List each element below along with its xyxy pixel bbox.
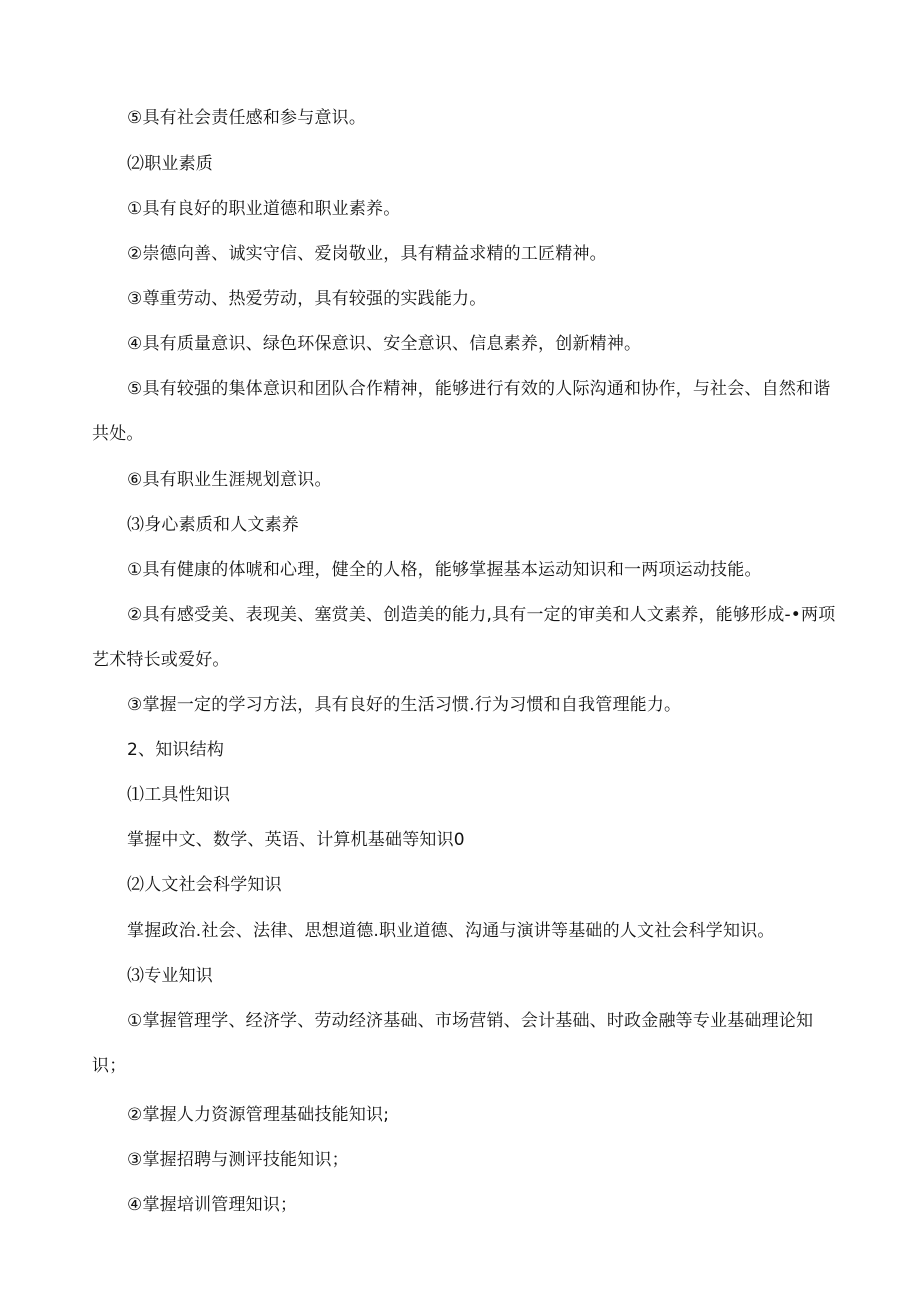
heading-professional-quality: ⑵职业素质 — [127, 154, 213, 174]
paragraph-training-management: ④掌握培训管理知识； — [127, 1195, 298, 1215]
paragraph-ethics: ①具有良好的职业道德和职业素养。 — [127, 199, 401, 219]
heading-professional-knowledge: ⑶专业知识 — [127, 966, 213, 986]
paragraph-teamwork: ⑤具有较强的集体意识和团队合作精神，能够进行有效的人际沟通和协作，与社会、自然和谐 — [127, 379, 831, 399]
paragraph-quality-awareness: ④具有质量意识、绿色环保意识、安全意识、信息素养，创新精神。 — [127, 334, 642, 354]
paragraph-learning-habits: ③掌握一定的学习方法，具有良好的生活习惯.行为习惯和自我管理能力。 — [127, 695, 682, 715]
paragraph-aesthetics: ②具有感受美、表现美、塞赏美、创造美的能力,具有一定的审美和人文素养，能够形成-•两项 — [127, 605, 836, 625]
paragraph-social-responsibility: ⑤具有社会责任感和参与意识。 — [127, 108, 367, 128]
paragraph-instrumental-knowledge: 掌握中文、数学、英语、计算机基础等知识0 — [127, 830, 465, 850]
heading-humanities-knowledge: ⑵人文社会科学知识 — [127, 875, 282, 895]
paragraph-hr-basics: ②掌握人力资源管理基础技能知识; — [127, 1105, 390, 1125]
paragraph-humanities-knowledge: 掌握政治.社会、法律、思想道德.职业道德、沟通与演讲等基础的人文社会科学知识。 — [127, 921, 775, 941]
paragraph-management-theory: ①掌握管理学、经济学、劳动经济基础、市场营销、会计基础、时政金融等专业基础理论知 — [127, 1011, 814, 1031]
heading-physical-mental-quality: ⑶身心素质和人文素养 — [127, 515, 299, 535]
heading-knowledge-structure: 2、知识结构 — [127, 740, 225, 760]
paragraph-management-theory-continued: 识； — [92, 1056, 127, 1076]
heading-instrumental-knowledge: ⑴工具性知识 — [127, 785, 231, 805]
paragraph-aesthetics-continued: 艺术特长或爱好。 — [92, 650, 230, 670]
paragraph-teamwork-continued: 共处。 — [92, 424, 144, 444]
paragraph-craftsman-spirit: ②崇德向善、诚实守信、爱岗敬业，具有精益求精的工匠精神。 — [127, 244, 607, 264]
paragraph-recruitment: ③掌握招聘与测评技能知识； — [127, 1150, 349, 1170]
paragraph-career-planning: ⑥具有职业生涯规划意识。 — [127, 470, 332, 490]
paragraph-health: ①具有健康的体唬和心理，健全的人格，能够掌握基本运动知识和一两项运动技能。 — [127, 560, 762, 580]
paragraph-labor: ③尊重劳动、热爱劳动，具有较强的实践能力。 — [127, 289, 487, 309]
